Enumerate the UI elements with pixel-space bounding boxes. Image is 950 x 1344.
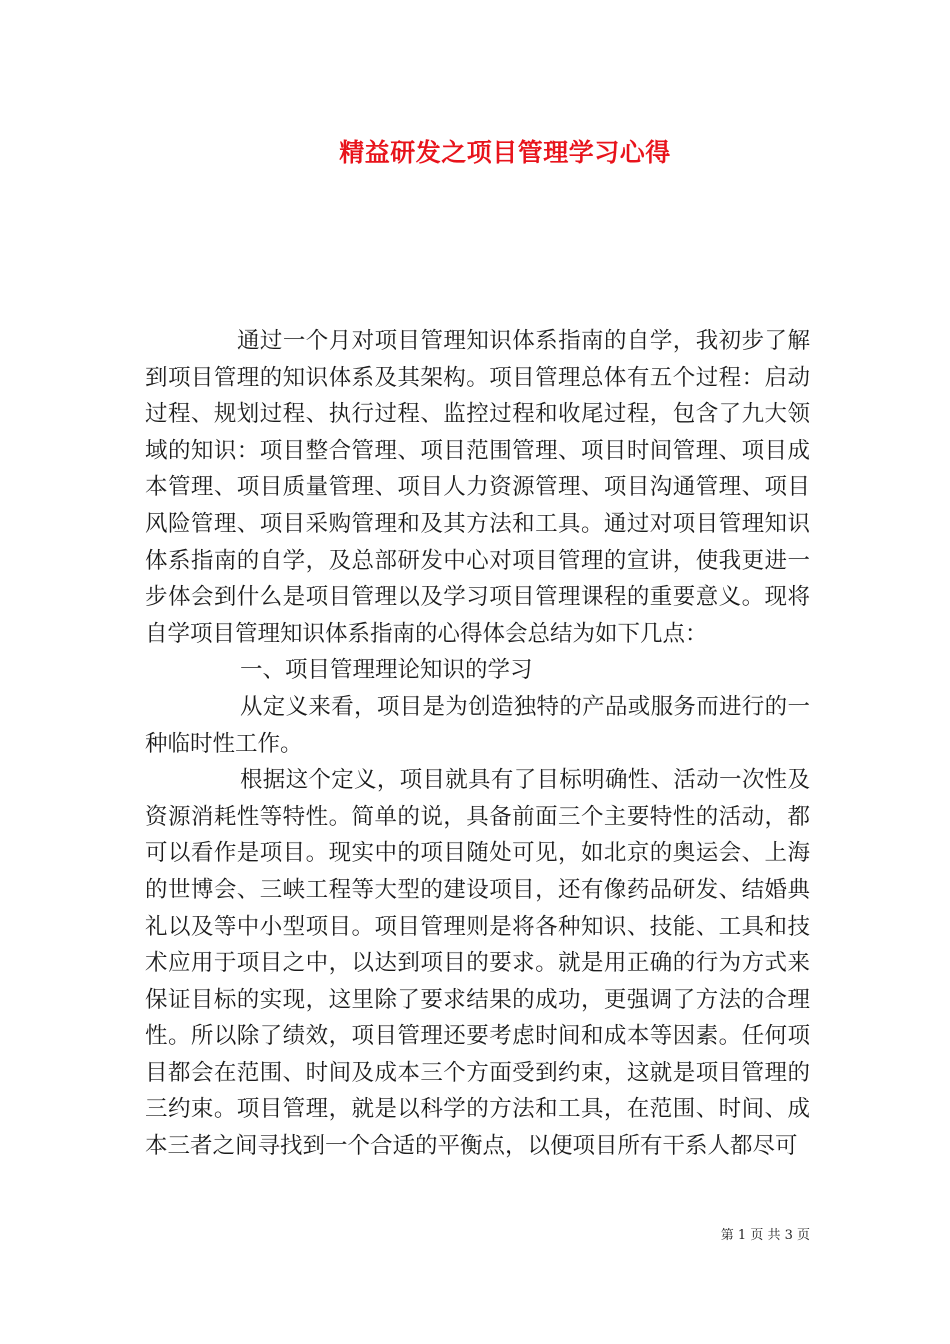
paragraph-characteristics: 根据这个定义，项目就具有了目标明确性、活动一次性及资源消耗性等特性。简单的说，具备前面三个主要特性的活动，都可以看作是项目。现实中的项目随处可见，如北京的奥运会、上海的世博会、三峡工程等大型的建设项目，还有像药品研发、结婚典礼以及等中小型项目。项目管理则是将各种知识、技能、工具和技术应用于项目之中，以达到项目的要求。就是用正确的行为方式来保证目标的实现，这里除了要求结果的成功，更强调了方法的合理性。所以除了绩效，项目管理还要考虑时间和成本等因素。任何项目都会在范围、时间及成本三个方面受到约束，这就是项目管理的三约束。项目管理，就是以科学的方法和工具，在范围、时间、成本三者之间寻找到一个合适的平衡点，以便项目所有干系人都尽可 — [145, 767, 810, 1160]
page-number-footer: 第 1 页 共 3 页 — [720, 1228, 810, 1243]
section-heading: 一、项目管理理论知识的学习 — [240, 657, 533, 684]
document-body — [145, 323, 810, 1165]
paragraph-definition: 从定义来看，项目是为创造独特的产品或服务而进行的一种临时性工作。 — [145, 693, 810, 757]
paragraph-intro: 通过一个月对项目管理知识体系指南的自学，我初步了解到项目管理的知识体系及其架构。项目管理总体有五个过程：启动过程、规划过程、执行过程、监控过程和收尾过程，包含了九大领域的知识：项目整合管理、项目范围管理、项目时间管理、项目成本管理、项目质量管理、项目人力资源管理、项目沟通管理、项目风险管理、项目采购管理和及其方法和工具。通过对项目管理知识体系指南的自学，及总部研发中心对项目管理的宣讲，使我更进一步体会到什么是项目管理以及学习项目管理课程的重要意义。现将自学项目管理知识体系指南的心得体会总结为如下几点： — [145, 328, 810, 647]
document-title: 精益研发之项目管理学习心得 — [339, 138, 671, 167]
